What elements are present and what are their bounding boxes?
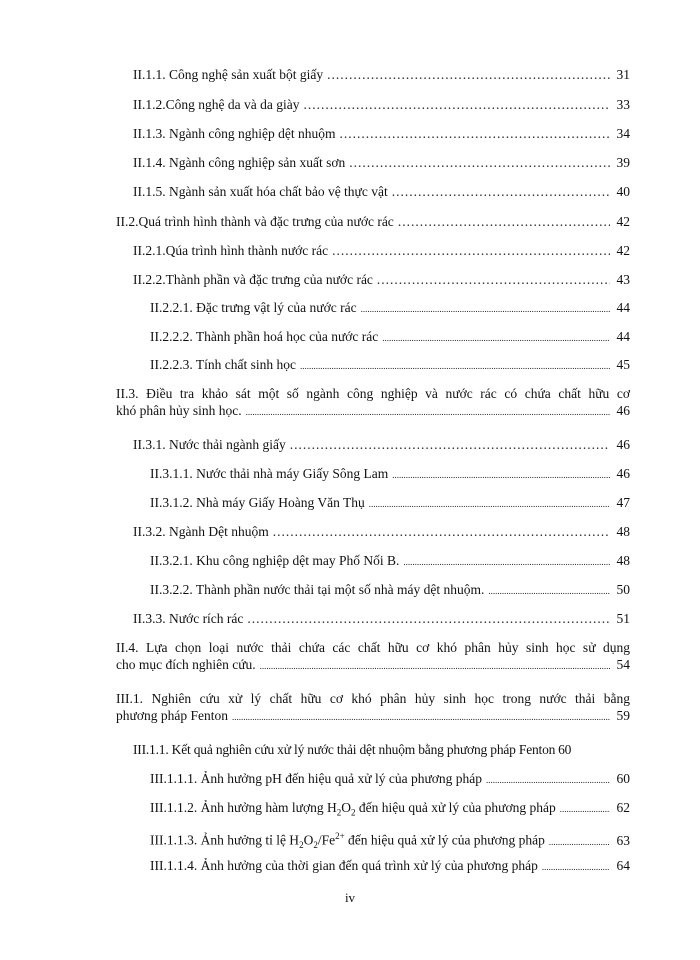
toc-entry[interactable] xyxy=(150,770,630,789)
toc-entry-page: 64 xyxy=(616,858,630,873)
leader-dots xyxy=(349,154,610,171)
toc-entry-label xyxy=(150,799,556,822)
leader-dots xyxy=(377,271,610,288)
subscript: 2 xyxy=(336,807,342,818)
leader-dots xyxy=(392,467,610,484)
subscript: 2 xyxy=(299,840,304,851)
superscript: 2+ xyxy=(335,831,345,841)
leader-dots xyxy=(339,125,610,142)
toc-entry[interactable] xyxy=(116,213,630,230)
toc-entry-label: II.3.1.2. Nhà máy Giấy Hoàng Văn Thụ xyxy=(150,495,365,510)
toc-entry[interactable] xyxy=(150,328,630,347)
toc-entry[interactable] xyxy=(133,610,630,627)
toc-entry-page: 39 xyxy=(616,155,630,170)
toc-entry-label: II.1.5. Ngành sản xuất hóa chất bảo vệ thực vật xyxy=(133,184,388,199)
leader-dots xyxy=(542,859,610,876)
toc-entry-page: 46 xyxy=(616,403,630,418)
leader-dots xyxy=(246,404,610,421)
label-part: đến hiệu quả xử lý của phương pháp xyxy=(344,832,545,848)
toc-entry-page: 46 xyxy=(616,437,630,452)
toc-entry[interactable] xyxy=(133,523,630,540)
toc-entry[interactable] xyxy=(133,154,630,171)
toc-entry-label: II.3.3. Nước rích rác xyxy=(133,611,244,626)
toc-entry[interactable] xyxy=(150,857,630,876)
leader-dots xyxy=(232,709,610,726)
toc-entry-multiline[interactable] xyxy=(116,385,630,421)
toc-entry[interactable] xyxy=(133,125,630,142)
toc-entry[interactable] xyxy=(150,356,630,375)
toc-entry-label: III.1.1.4. Ảnh hưởng của thời gian đến quá trình xử lý của phương pháp xyxy=(150,858,538,873)
toc-entry-page: 50 xyxy=(616,582,630,597)
toc-entry-page: 43 xyxy=(616,272,630,287)
page-number: iv xyxy=(344,890,356,905)
toc-entry-page: 45 xyxy=(616,357,630,372)
leader-dots xyxy=(369,496,610,513)
toc-entry-label-line1: II.3. Điều tra khảo sát một số ngành công nghiệp và nước rác có chứa chất hữu cơ xyxy=(116,386,630,401)
leader-dots xyxy=(398,213,610,230)
label-part: III.1.1.3. Ảnh hưởng tỉ lệ H xyxy=(150,832,300,848)
toc-entry-page: 63 xyxy=(616,832,630,848)
toc-entry-page: 60 xyxy=(616,771,630,786)
leader-dots xyxy=(486,772,610,789)
toc-entry-label: II.1.2.Công nghệ da và da giày xyxy=(133,97,300,112)
leader-dots xyxy=(300,358,610,375)
toc-entry-label: II.2.2.1. Đặc trưng vật lý của nước rác xyxy=(150,300,357,315)
leader-dots xyxy=(327,66,610,83)
toc-entry-label: II.2.1.Qúa trình hình thành nước rác xyxy=(133,243,329,258)
toc-entry-page: 59 xyxy=(616,708,630,723)
leader-dots xyxy=(560,801,610,818)
toc-entry[interactable] xyxy=(150,299,630,318)
toc-entry[interactable] xyxy=(133,242,630,259)
toc-entry[interactable] xyxy=(150,799,630,822)
toc-entry-page: 42 xyxy=(616,214,630,229)
leader-dots xyxy=(361,301,610,318)
toc-entry-label: II.2.2.2. Thành phần hoá học của nước rác xyxy=(150,329,379,344)
label-part: O xyxy=(341,800,352,815)
leader-dots xyxy=(247,610,610,627)
leader-dots xyxy=(273,523,610,540)
toc-entry[interactable] xyxy=(150,828,630,854)
toc-entry-page: 48 xyxy=(616,524,630,539)
toc-entry[interactable] xyxy=(133,183,630,200)
toc-entry-label: II.2.2.Thành phần và đặc trưng của nước rác xyxy=(133,272,373,287)
toc-entry-page: 62 xyxy=(616,800,630,815)
toc-entry-page: 48 xyxy=(616,553,630,568)
label-part: /Fe xyxy=(317,832,336,848)
label-part: III.1.1.2. Ảnh hưởng hàm lượng H xyxy=(150,800,337,815)
toc-entry-label-line2: khó phân hủy sinh học. xyxy=(116,403,242,418)
toc-entry-multiline[interactable] xyxy=(116,639,630,675)
leader-dots xyxy=(290,436,610,453)
toc-entry-page: 54 xyxy=(616,657,630,672)
leader-dots xyxy=(549,834,610,851)
toc-entry[interactable] xyxy=(150,465,630,484)
toc-entry-label: II.3.2. Ngành Dệt nhuộm xyxy=(133,524,269,539)
toc-entry[interactable] xyxy=(133,436,630,453)
toc-entry-label: II.3.2.2. Thành phần nước thải tại một số nhà máy dệt nhuộm. xyxy=(150,582,485,597)
toc-entry-page: 34 xyxy=(616,126,630,141)
toc-entry-multiline[interactable] xyxy=(116,690,630,726)
label-part: O xyxy=(303,832,314,848)
toc-entry-page: 31 xyxy=(616,67,630,82)
label-part: đến hiệu quả xử lý của phương pháp xyxy=(355,800,556,815)
leader-dots xyxy=(382,330,610,347)
toc-entry-page: 60 xyxy=(558,742,572,757)
leader-dots xyxy=(303,96,610,113)
leader-dots xyxy=(488,583,610,600)
toc-entry-label: III.1.1.1. Ảnh hưởng pH đến hiệu quả xử lý của phương pháp xyxy=(150,771,483,786)
toc-entry-page: 33 xyxy=(616,97,630,112)
toc-entry-label: II.1.1. Công nghệ sản xuất bột giấy xyxy=(133,67,324,82)
toc-entry-label: II.3.1.1. Nước thải nhà máy Giấy Sông Lam xyxy=(150,466,389,481)
leader-dots xyxy=(392,183,610,200)
toc-entry-page: 44 xyxy=(616,329,630,344)
toc-entry-label: II.1.4. Ngành công nghiệp sản xuất sơn xyxy=(133,155,346,170)
leader-dots xyxy=(403,554,610,571)
toc-entry[interactable] xyxy=(150,552,630,571)
toc-entry-page: 51 xyxy=(616,611,630,626)
toc-entry-label: II.2.Quá trình hình thành và đặc trưng của nước rác xyxy=(116,214,394,229)
toc-entry[interactable] xyxy=(150,581,630,600)
toc-entry-label-line1: II.4. Lựa chọn loại nước thải chứa các chất hữu cơ khó phân hủy sinh học sử dụng xyxy=(116,640,630,655)
toc-entry[interactable] xyxy=(133,271,630,288)
toc-entry-page: 46 xyxy=(616,466,630,481)
toc-entry-label-line2: cho mục đích nghiên cứu. xyxy=(116,657,256,672)
toc-entry-label: II.1.3. Ngành công nghiệp dệt nhuộm xyxy=(133,126,336,141)
toc-entry[interactable] xyxy=(133,96,630,113)
toc-entry-label xyxy=(150,828,545,854)
toc-entry-label-line2: phương pháp Fenton xyxy=(116,708,228,723)
toc-entry[interactable] xyxy=(133,66,630,83)
subscript: 2 xyxy=(351,807,356,818)
toc-entry-page: 40 xyxy=(616,184,630,199)
toc-entry-label: II.3.2.1. Khu công nghiệp dệt may Phố Nối B. xyxy=(150,553,400,568)
toc-entry-page: 44 xyxy=(616,300,630,315)
leader-dots xyxy=(332,242,610,259)
toc-entry-label-line1: III.1. Nghiên cứu xử lý chất hữu cơ khó phân hủy sinh học trong nước thải bằng xyxy=(116,691,630,706)
toc-entry[interactable] xyxy=(133,741,630,758)
leader-dots xyxy=(260,658,610,675)
toc-entry[interactable] xyxy=(150,494,630,513)
toc-entry-label: II.2.2.3. Tính chất sinh học xyxy=(150,357,296,372)
subscript: 2 xyxy=(313,840,318,851)
toc-entry-page: 47 xyxy=(616,495,630,510)
toc-entry-label: III.1.1. Kết quả nghiên cứu xử lý nước thải dệt nhuộm bằng phương pháp Fenton xyxy=(133,742,556,757)
toc-entry-page: 42 xyxy=(616,243,630,258)
toc-entry-label: II.3.1. Nước thải ngành giấy xyxy=(133,437,286,452)
